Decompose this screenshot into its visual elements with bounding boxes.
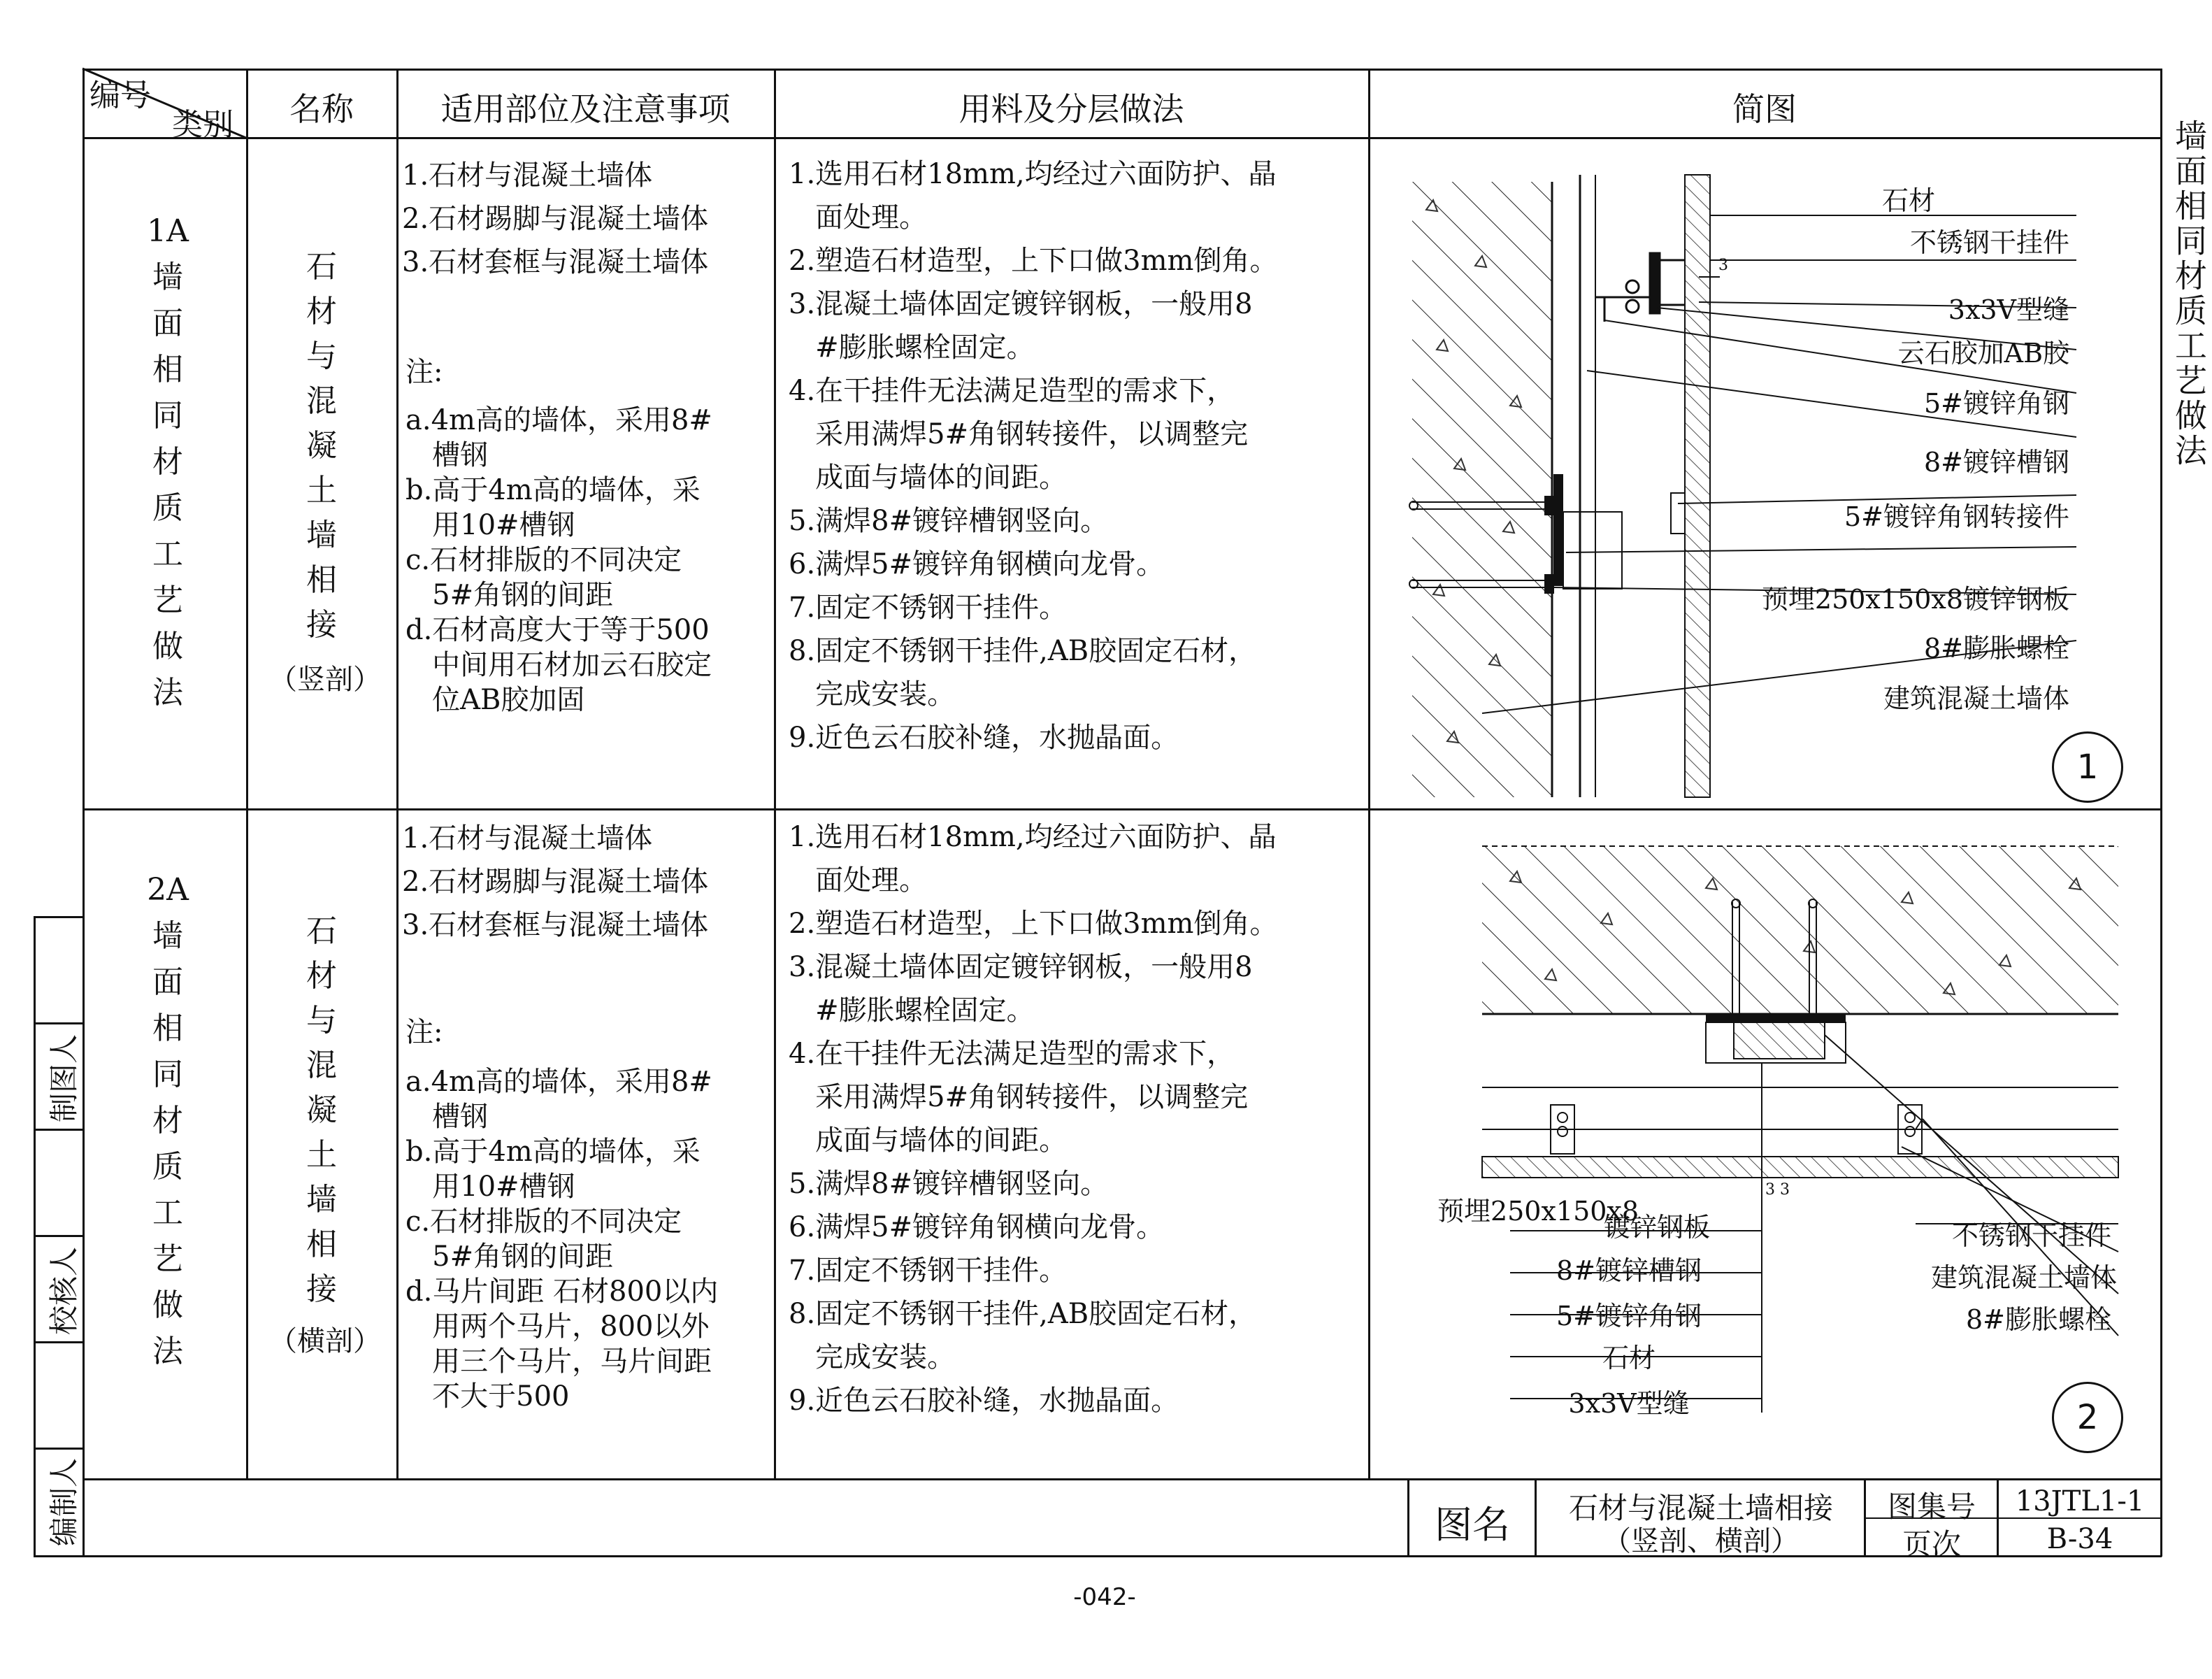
label-stainless-hanger: 不锈钢干挂件 (1951, 1220, 2111, 1251)
dim-label-2: 3 3 (1765, 1181, 1790, 1199)
label-embedded-plate: 预埋250x150x8镀锌钢板 (1761, 584, 2069, 615)
stone-panel (1685, 175, 1710, 797)
label-stone: 石材 (1602, 1343, 1656, 1373)
col-divider-2 (396, 69, 398, 1480)
signature-strip-divider-4 (34, 1341, 84, 1343)
titleblock-set-value: 13JTL1-1 (2015, 1485, 2145, 1517)
row2-category-code: 2A (147, 872, 189, 908)
signature-strip-divider-1 (34, 1022, 84, 1024)
page-number: -042- (1073, 1583, 1136, 1611)
signature-strip-divider-2 (34, 1129, 84, 1131)
row1-scope: 1.石材与混凝土墙体 2.石材踢脚与混凝土墙体 3.石材套框与混凝土墙体 (402, 159, 709, 278)
row2-notes: a.4m高的墙体，采用8# 槽钢 b.高于4m高的墙体，采 用10#槽钢 c.石材排版的不同决定 5#角钢的间距 d.马片间距 石材800以内 用两个马片，800以外 用三个马片，马片间距 不大于500 (405, 1066, 719, 1413)
row2-note-title: 注: (405, 1016, 443, 1048)
label-embedded-plate: 预埋250x150x8 (1437, 1196, 1639, 1227)
label-marble-glue: 云石胶加AB胶 (1897, 338, 2069, 369)
label-galvanized-plate: 镀锌钢板 (1603, 1212, 1711, 1243)
label-stone: 石材 (1881, 185, 1936, 216)
label-channel-steel: 8#镀锌槽钢 (1923, 447, 2069, 478)
concrete-wall (1482, 846, 2118, 1014)
titleblock-page-value: B-34 (2046, 1523, 2113, 1555)
diagram-1-number: 1 (2052, 731, 2123, 803)
embedded-plate (1706, 1014, 1846, 1022)
row2-name: 石 材 与 混 凝 土 墙 相 接 (306, 913, 337, 1307)
col-divider-1 (246, 69, 248, 1480)
row2-category: 2A 墙 面 相 同 材 质 工 艺 做 法 (140, 867, 196, 1375)
diagram-1 (1370, 140, 2159, 808)
signature-drafter: 制图人 (47, 1034, 81, 1122)
col-divider-3 (774, 69, 776, 1480)
header-diagram: 简图 (1732, 90, 1797, 128)
label-concrete-wall: 建筑混凝土墙体 (1883, 683, 2069, 714)
titleblock-set-label: 图集号 (1887, 1489, 1976, 1524)
diagram-2 (1370, 811, 2159, 1476)
signature-strip-divider-3 (34, 1235, 84, 1237)
label-v-joint: 3x3V型缝 (1948, 294, 2069, 325)
header-scope: 适用部位及注意事项 (440, 90, 731, 128)
titleblock-page-label: 页次 (1902, 1527, 1961, 1562)
signature-strip-divider-5 (34, 1448, 84, 1450)
table-border-top (82, 69, 2162, 71)
label-expansion-bolt: 8#膨胀螺栓 (1923, 633, 2069, 664)
table-row2-bottom (82, 1478, 2162, 1480)
embedded-plate (1553, 474, 1563, 586)
row1-note-title: 注: (405, 356, 443, 388)
header-category: 类别 (172, 107, 234, 143)
side-title: 墙面相同材质工艺做法 (2170, 119, 2208, 469)
label-stainless-hanger: 不锈钢干挂件 (1909, 227, 2069, 258)
table-header-bottom (82, 137, 2162, 139)
row2-section: （横剖） (269, 1325, 381, 1357)
hanger-bracket (1595, 253, 1685, 322)
signature-checker: 校核人 (47, 1246, 81, 1335)
table-border-left (82, 69, 85, 1557)
label-concrete-wall: 建筑混凝土墙体 (1930, 1262, 2117, 1293)
label-channel-steel: 8#镀锌槽钢 (1556, 1255, 1702, 1286)
titleblock-name-label: 图名 (1435, 1503, 1510, 1547)
table-row-divider (82, 808, 2162, 810)
label-angle-steel: 5#镀锌角钢 (1556, 1301, 1702, 1331)
header-name: 名称 (289, 90, 354, 128)
titleblock-title-line2: （竖剖、横剖） (1603, 1525, 1799, 1557)
titleblock-title-line1: 石材与混凝土墙相接 (1568, 1491, 1833, 1525)
row1-category-code: 1A (147, 213, 189, 249)
row1-category: 1A 墙 面 相 同 材 质 工 艺 做 法 (140, 208, 196, 716)
label-expansion-bolt: 8#膨胀螺栓 (1965, 1304, 2111, 1335)
row1-section: （竖剖） (269, 664, 381, 696)
row1-name: 石 材 与 混 凝 土 墙 相 接 (306, 249, 337, 643)
concrete-wall (1412, 182, 1552, 797)
dim-label-1: 3 (1718, 257, 1728, 274)
header-materials: 用料及分层做法 (958, 90, 1184, 128)
diagram-2-number: 2 (2052, 1382, 2123, 1453)
label-angle-adapter: 5#镀锌角钢转接件 (1844, 501, 2069, 532)
row1-steps: 1.选用石材18mm,均经过六面防护、晶 面处理。 2.塑造石材造型，上下口做3mm倒角。 3.混凝土墙体固定镀锌钢板，一般用8 #膨胀螺栓固定。 4.在干挂件无法满足造型的需求下， 采用满焊5#角钢转接件，以调整完 成面与墙体的间距。 5.满焊8#镀锌槽钢竖向。 6.满焊5#镀锌角钢横向龙骨。 7.固定不锈钢干挂件。 8.固定不锈钢干挂件,AB胶固定石材， 完成安装。 9.近色云石胶补缝，水抛晶面。 (789, 158, 1278, 754)
stone-panel (1482, 1157, 2118, 1178)
signature-strip-top (34, 916, 84, 918)
row1-notes: a.4m高的墙体，采用8# 槽钢 b.高于4m高的墙体，采 用10#槽钢 c.石材排版的不同决定 5#角钢的间距 d.石材高度大于等于500 中间用石材加云石胶定 位AB胶加固 (405, 404, 712, 716)
header-number: 编号 (89, 78, 151, 113)
signature-editor: 编制人 (47, 1457, 81, 1546)
label-angle-steel: 5#镀锌角钢 (1923, 388, 2069, 419)
row2-scope: 1.石材与混凝土墙体 2.石材踢脚与混凝土墙体 3.石材套框与混凝土墙体 (402, 822, 709, 941)
table-border-right (2160, 69, 2162, 1557)
label-v-joint: 3x3V型缝 (1568, 1388, 1690, 1419)
row2-steps: 1.选用石材18mm,均经过六面防护、晶 面处理。 2.塑造石材造型，上下口做3mm倒角。 3.混凝土墙体固定镀锌钢板，一般用8 #膨胀螺栓固定。 4.在干挂件无法满足造型的需求下， 采用满焊5#角钢转接件，以调整完 成面与墙体的间距。 5.满焊8#镀锌槽钢竖向。 6.满焊5#镀锌角钢横向龙骨。 7.固定不锈钢干挂件。 8.固定不锈钢干挂件,AB胶固定石材， 完成安装。 9.近色云石胶补缝，水抛晶面。 (789, 821, 1278, 1417)
